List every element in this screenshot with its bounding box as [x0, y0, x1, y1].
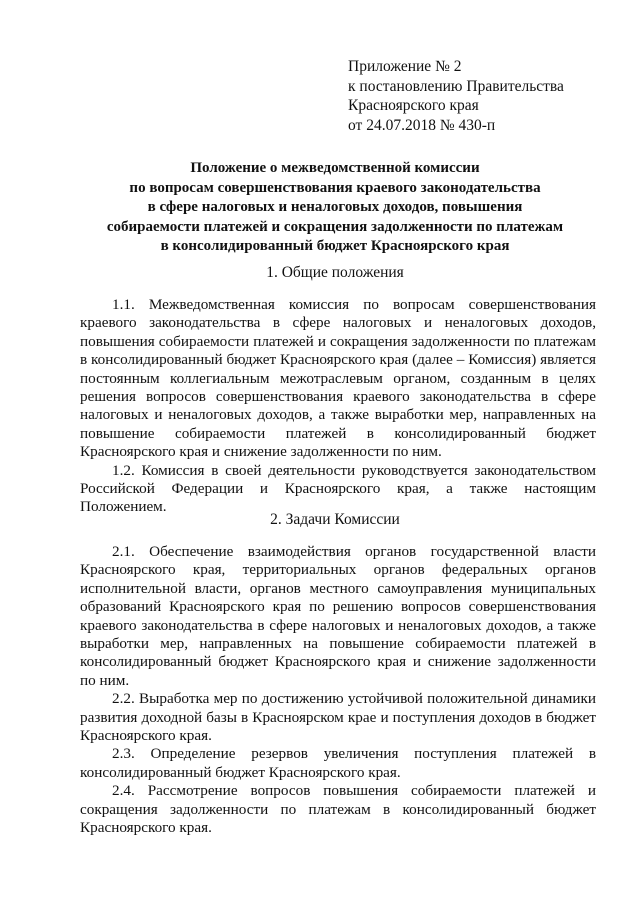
paragraph-2-3: 2.3. Определение резервов увеличения поступления платежей в консолидированный бюджет Красноярского края. [80, 745, 596, 781]
appendix-line: к постановлению Правительства [348, 77, 564, 95]
title-line: собираемости платежей и сокращения задолженности по платежам [106, 218, 564, 235]
paragraph-1-1: 1.1. Межведомственная комиссия по вопросам совершенствования краевого законодательства в сфере налоговых и неналоговых доходов, повышения собираемости платежей и сокращения задолженности по платежам в консолидированный бюджет Красноярского края (далее – Комиссия) является постоянным коллегиальным межотраслевым органом, созданным в целях решения вопросов совершенствования краевого законодательства в сфере налоговых и неналоговых доходов, а также выработки мер, направленных на повышение собираемости платежей в консолидированный бюджет Красноярского края и снижение задолженности по ним. [80, 296, 596, 461]
section-body-tasks [80, 543, 596, 838]
section-body-general [80, 296, 596, 517]
section-heading-tasks: 2. Задачи Комиссии [270, 511, 400, 528]
title-line: в сфере налоговых и неналоговых доходов, повышения [147, 199, 523, 215]
title-line: в консолидированный бюджет Красноярского края [160, 238, 510, 254]
document-title [70, 159, 600, 257]
section-heading-general: 1. Общие положения [266, 264, 404, 281]
paragraph-2-2: 2.2. Выработка мер по достижению устойчивой положительной динамики развития доходной базы в Красноярском крае и поступления доходов в бюджет Красноярского края. [80, 690, 596, 745]
appendix-line: Красноярского края [348, 97, 479, 114]
appendix-line: от 24.07.2018 № 430-п [348, 116, 496, 134]
title-line: Положение о межведомственной комиссии [190, 160, 480, 176]
title-line: по вопросам совершенствования краевого законодательства [129, 179, 541, 196]
paragraph-1-2: 1.2. Комиссия в своей деятельности руководствуется законодательством Российской Федерации и Красноярского края, а также настоящим Положением. [80, 461, 596, 516]
paragraph-2-4: 2.4. Рассмотрение вопросов повышения собираемости платежей и сокращения задолженности по платежам в консолидированный бюджет Красноярского края. [80, 782, 596, 837]
appendix-note [348, 57, 608, 135]
paragraph-2-1: 2.1. Обеспечение взаимодействия органов государственной власти Красноярского края, территориальных органов федеральных органов исполнительной власти, органов местного самоуправления муниципальных образований Красноярского края по решению вопросов совершенствования краевого законодательства в сфере налоговых и неналоговых доходов, а также выработки мер, направленных на повышение собираемости платежей в консолидированный бюджет Красноярского края и снижение задолженности по ним. [80, 543, 596, 689]
appendix-line: Приложение № 2 [348, 58, 462, 75]
